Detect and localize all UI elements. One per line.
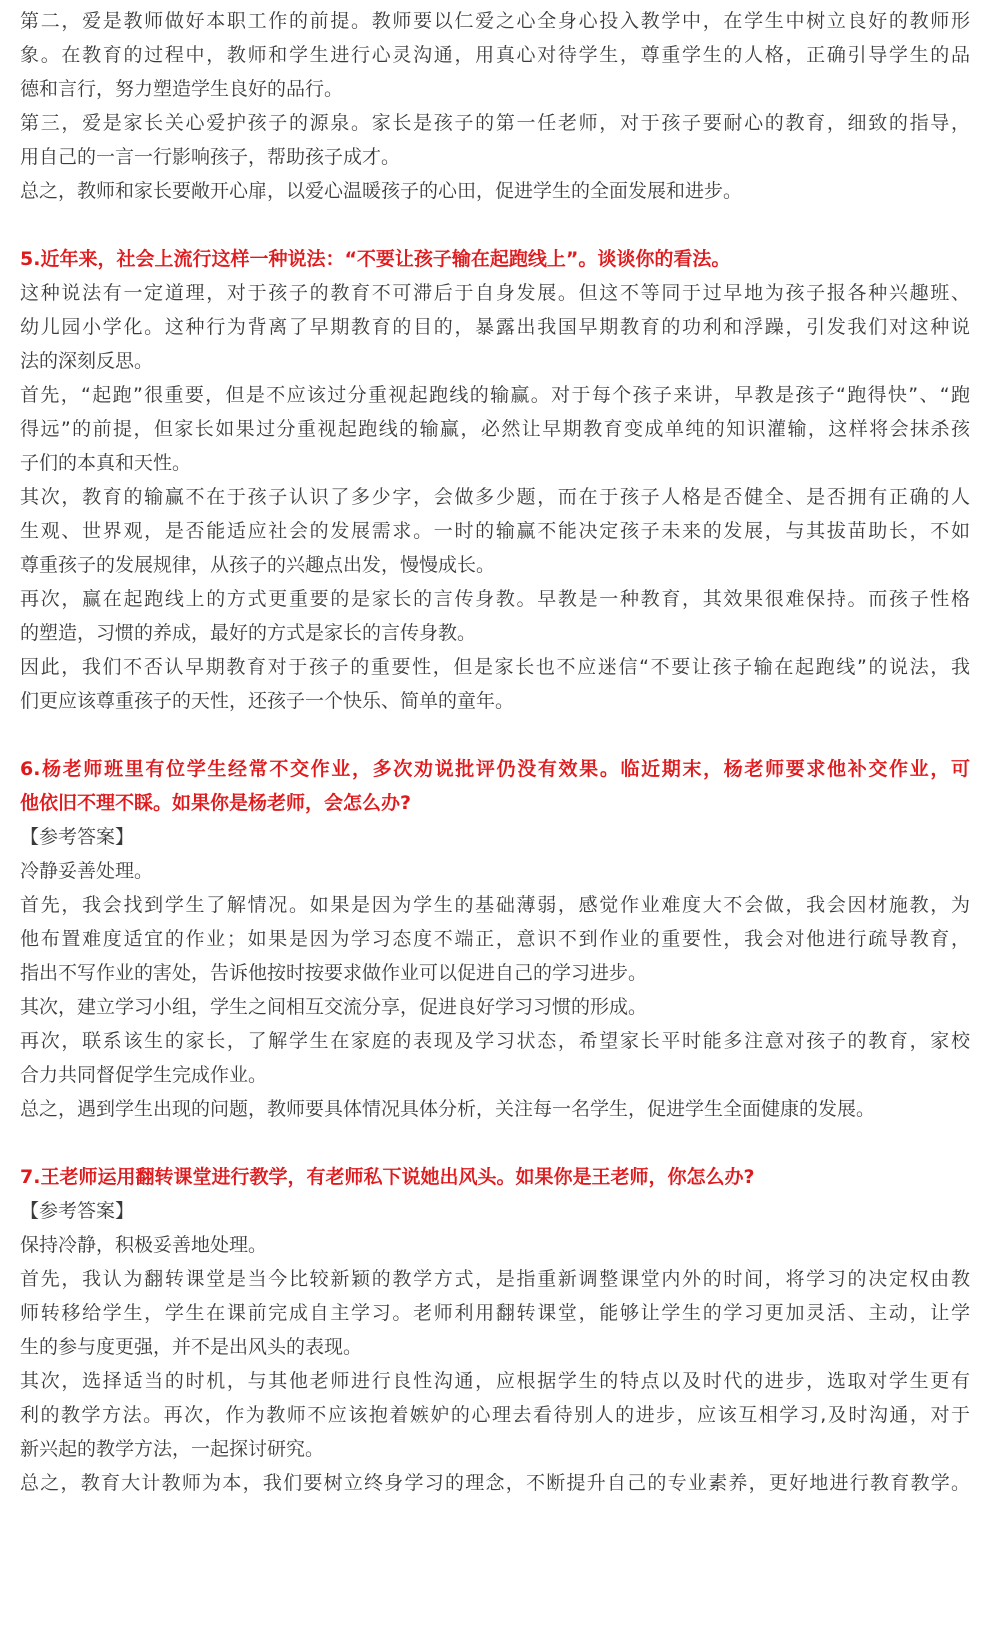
paragraph-line: 其次，教育的输赢不在于孩子认识了多少字，会做多少题，而在于孩子人格是否健全、是否拥有正确的人: [20, 486, 970, 508]
paragraph-line: 因此，我们不否认早期教育对于孩子的重要性，但是家长也不应迷信“不要让孩子输在起跑线”的说法，我: [20, 656, 970, 678]
paragraph-line: 合力共同督促学生完成作业。: [20, 1064, 268, 1086]
paragraph-line: 子们的本真和天性。: [20, 452, 192, 474]
paragraph-line: 生的参与度更强，并不是出风头的表现。: [20, 1336, 363, 1358]
section-gap: [20, 1126, 970, 1160]
question-heading: 6.杨老师班里有位学生经常不交作业，多次劝说批评仍没有效果。临近期末，杨老师要求他补交作业，可: [20, 758, 970, 780]
paragraph-line: 法的深刻反思。: [20, 350, 154, 372]
section-gap: [20, 718, 970, 752]
paragraph-line: 指出不写作业的害处，告诉他按时按要求做作业可以促进自己的学习进步。: [20, 962, 648, 984]
paragraph-line: 新兴起的教学方法，一起探讨研究。: [20, 1438, 325, 1460]
paragraph-line: 再次，赢在起跑线上的方式更重要的是家长的言传身教。早教是一种教育，其效果很难保持。而孩子性格: [20, 588, 970, 610]
section-s0: [20, 4, 970, 208]
question-heading: 5.近年来，社会上流行这样一种说法：“不要让孩子输在起跑线上”。谈谈你的看法。: [20, 248, 731, 270]
paragraph-line: 【参考答案】: [20, 1200, 135, 1222]
section-s6: [20, 752, 970, 1126]
paragraph-line: 首先，我认为翻转课堂是当今比较新颖的教学方式，是指重新调整课堂内外的时间，将学习的决定权由教: [20, 1268, 970, 1290]
paragraph-line: 生观、世界观，是否能适应社会的发展需求。一时的输赢不能决定孩子未来的发展，与其拔苗助长，不如: [20, 520, 970, 542]
paragraph-line: 首先，我会找到学生了解情况。如果是因为学生的基础薄弱，感觉作业难度大不会做，我会因材施教，为: [20, 894, 970, 916]
paragraph-line: 总之，遇到学生出现的问题，教师要具体情况具体分析，关注每一名学生，促进学生全面健康的发展。: [20, 1098, 876, 1120]
paragraph-line: 第三，爱是家长关心爱护孩子的源泉。家长是孩子的第一任老师，对于孩子要耐心的教育，细致的指导，: [20, 112, 970, 134]
paragraph-line: 师转移给学生，学生在课前完成自主学习。老师利用翻转课堂，能够让学生的学习更加灵活、主动，让学: [20, 1302, 970, 1324]
section-gap: [20, 208, 970, 242]
paragraph-line: 尊重孩子的发展规律，从孩子的兴趣点出发，慢慢成长。: [20, 554, 496, 576]
question-heading: 7.王老师运用翻转课堂进行教学，有老师私下说她出风头。如果你是王老师，你怎么办?: [20, 1166, 755, 1188]
paragraph-line: 其次，建立学习小组，学生之间相互交流分享，促进良好学习习惯的形成。: [20, 996, 648, 1018]
paragraph-line: 总之，教育大计教师为本，我们要树立终身学习的理念，不断提升自己的专业素养，更好地进行教育教学。: [20, 1472, 970, 1494]
paragraph-line: 其次，选择适当的时机，与其他老师进行良性沟通，应根据学生的特点以及时代的进步，选取对学生更有: [20, 1370, 970, 1392]
paragraph-line: 的塑造，习惯的养成，最好的方式是家长的言传身教。: [20, 622, 477, 644]
paragraph-line: 冷静妥善处理。: [20, 860, 154, 882]
paragraph-line: 他布置难度适宜的作业；如果是因为学习态度不端正，意识不到作业的重要性，我会对他进行疏导教育，: [20, 928, 970, 950]
paragraph-line: 得远”的前提，但家长如果过分重视起跑线的输赢，必然让早期教育变成单纯的知识灌输，这样将会抹杀孩: [20, 418, 970, 440]
document-body: [20, 4, 970, 1500]
paragraph-line: 第二，爱是教师做好本职工作的前提。教师要以仁爱之心全身心投入教学中，在学生中树立良好的教师形: [20, 10, 970, 32]
paragraph-line: 用自己的一言一行影响孩子，帮助孩子成才。: [20, 146, 401, 168]
paragraph-line: 利的教学方法。再次，作为教师不应该抱着嫉妒的心理去看待别人的进步，应该互相学习,及时沟通，对于: [20, 1404, 970, 1426]
paragraph-line: 再次，联系该生的家长，了解学生在家庭的表现及学习状态，希望家长平时能多注意对孩子的教育，家校: [20, 1030, 970, 1052]
paragraph-line: 这种说法有一定道理，对于孩子的教育不可滞后于自身发展。但这不等同于过早地为孩子报各种兴趣班、: [20, 282, 970, 304]
section-s5: [20, 242, 970, 718]
paragraph-line: 保持冷静，积极妥善地处理。: [20, 1234, 268, 1256]
paragraph-line: 们更应该尊重孩子的天性，还孩子一个快乐、简单的童年。: [20, 690, 515, 712]
paragraph-line: 【参考答案】: [20, 826, 135, 848]
section-s7: [20, 1160, 970, 1500]
paragraph-line: 象。在教育的过程中，教师和学生进行心灵沟通，用真心对待学生，尊重学生的人格，正确引导学生的品: [20, 44, 970, 66]
paragraph-line: 总之，教师和家长要敞开心扉，以爱心温暖孩子的心田，促进学生的全面发展和进步。: [20, 180, 743, 202]
question-heading: 他依旧不理不睬。如果你是杨老师，会怎么办?: [20, 792, 412, 814]
paragraph-line: 德和言行，努力塑造学生良好的品行。: [20, 78, 344, 100]
paragraph-line: 幼儿园小学化。这种行为背离了早期教育的目的，暴露出我国早期教育的功利和浮躁，引发我们对这种说: [20, 316, 970, 338]
paragraph-line: 首先，“起跑”很重要，但是不应该过分重视起跑线的输赢。对于每个孩子来讲，早教是孩子“跑得快”、“跑: [20, 384, 970, 406]
